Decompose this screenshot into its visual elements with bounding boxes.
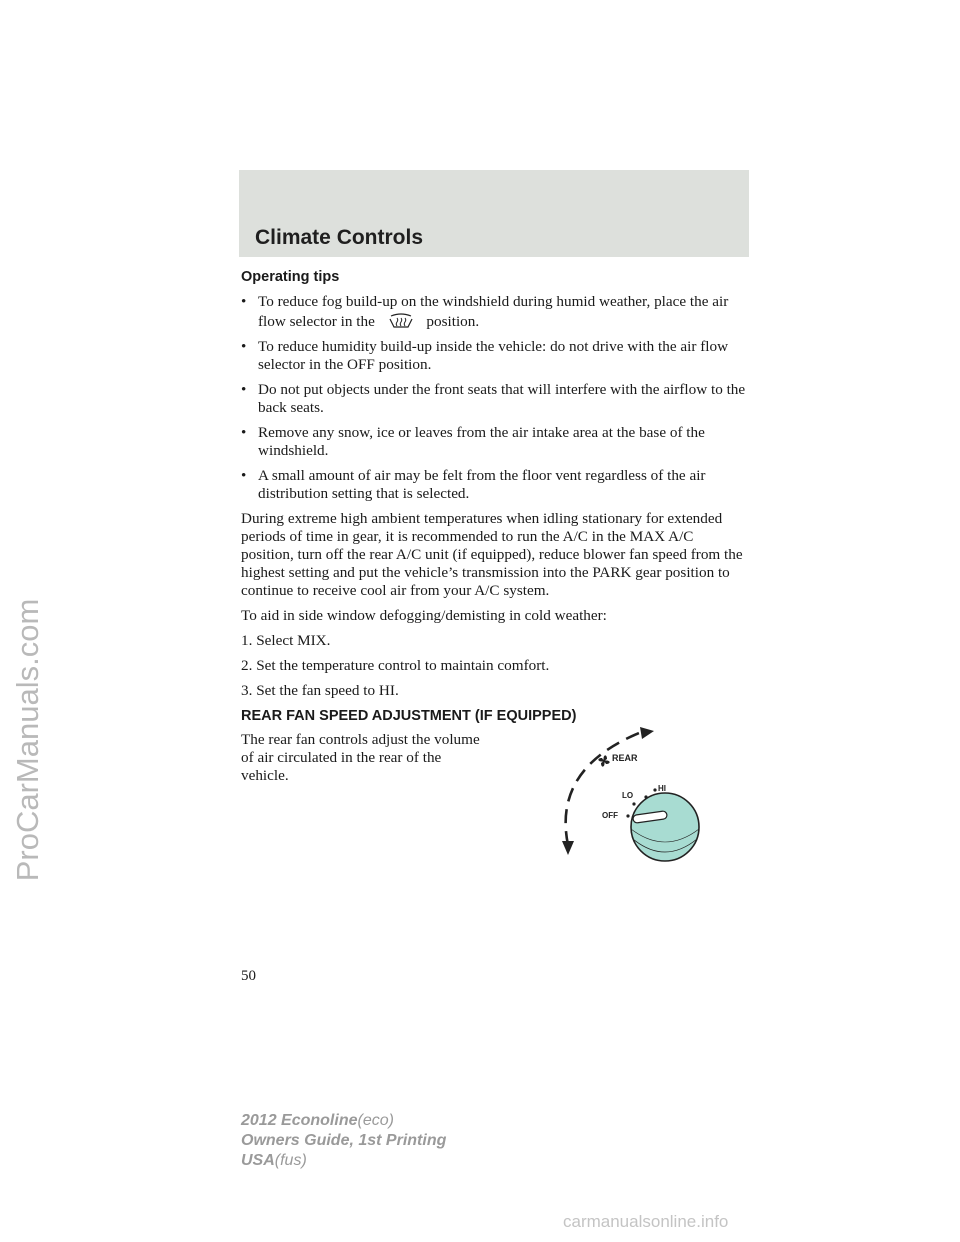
list-item: • Do not put objects under the front seats that will interfere with the airflow to the back seats.	[241, 381, 749, 417]
operating-tips-list	[241, 293, 749, 503]
watermark-bottom: carmanualsonline.info	[563, 1212, 729, 1231]
rear-fan-knob-diagram	[556, 727, 716, 865]
tip-text: position.	[426, 313, 480, 330]
section-title: Climate Controls	[255, 226, 424, 249]
tip-text: To reduce fog build-up on the windshield during humid weather, place the air flow selector in the	[258, 293, 729, 330]
step-3: 3. Set the fan speed to HI.	[241, 682, 399, 699]
lo-dot	[632, 802, 635, 805]
list-item	[241, 293, 749, 331]
knob-label-rear: REAR	[612, 753, 638, 763]
footer-market: USA	[241, 1152, 275, 1169]
section-header-band	[239, 170, 749, 257]
list-item: • Remove any snow, ice or leaves from the air intake area at the base of the windshield.	[241, 424, 749, 460]
fan-icon	[598, 755, 609, 766]
watermark-side-text: ProCarManuals.com	[10, 598, 45, 882]
step-1: 1. Select MIX.	[241, 632, 331, 649]
arrow-head-top	[640, 727, 654, 739]
footer-guide: Owners Guide, 1st Printing	[241, 1132, 447, 1149]
footer-model: 2012 Econoline	[241, 1112, 358, 1129]
knob-label-lo: LO	[622, 791, 634, 800]
defrost-icon	[379, 311, 423, 329]
knob-label-hi: HI	[658, 784, 666, 793]
step-2: 2. Set the temperature control to maintain comfort.	[241, 657, 550, 674]
footer	[241, 1111, 446, 1171]
list-item: • A small amount of air may be felt from the floor vent regardless of the air distribution setting that is selected.	[241, 467, 749, 503]
list-item: • To reduce humidity build-up inside the vehicle: do not drive with the air flow selector in the OFF position.	[241, 338, 749, 374]
knob-label-off: OFF	[602, 811, 618, 820]
watermark-side	[8, 330, 48, 1150]
page-number: 50	[241, 968, 256, 984]
defog-intro: To aid in side window defogging/demisting in cold weather:	[241, 607, 607, 624]
arrow-head-bottom	[562, 841, 574, 855]
footer-market-code: (fus)	[274, 1152, 307, 1169]
footer-model-code: (eco)	[357, 1112, 394, 1129]
hi-dot	[653, 788, 656, 791]
page-content	[241, 268, 749, 820]
extreme-heat-paragraph: During extreme high ambient temperatures when idling stationary for extended periods of time in gear, it is recommended to run the A/C in the MAX A/C position, turn off the rear A/C unit (if equipped), reduce blower fan speed from the highest setting and put the vehicle’s transmission into the PARK gear position to continue to receive cool air from your A/C system.	[241, 510, 743, 599]
operating-tips-heading: Operating tips	[241, 269, 340, 285]
off-dot	[626, 814, 629, 817]
rear-fan-description: The rear fan controls adjust the volume of air circulated in the rear of the vehicle.	[241, 731, 480, 784]
fan-knob[interactable]	[631, 793, 699, 861]
rear-fan-section	[241, 731, 749, 820]
rear-fan-heading: REAR FAN SPEED ADJUSTMENT (IF EQUIPPED)	[241, 708, 577, 724]
